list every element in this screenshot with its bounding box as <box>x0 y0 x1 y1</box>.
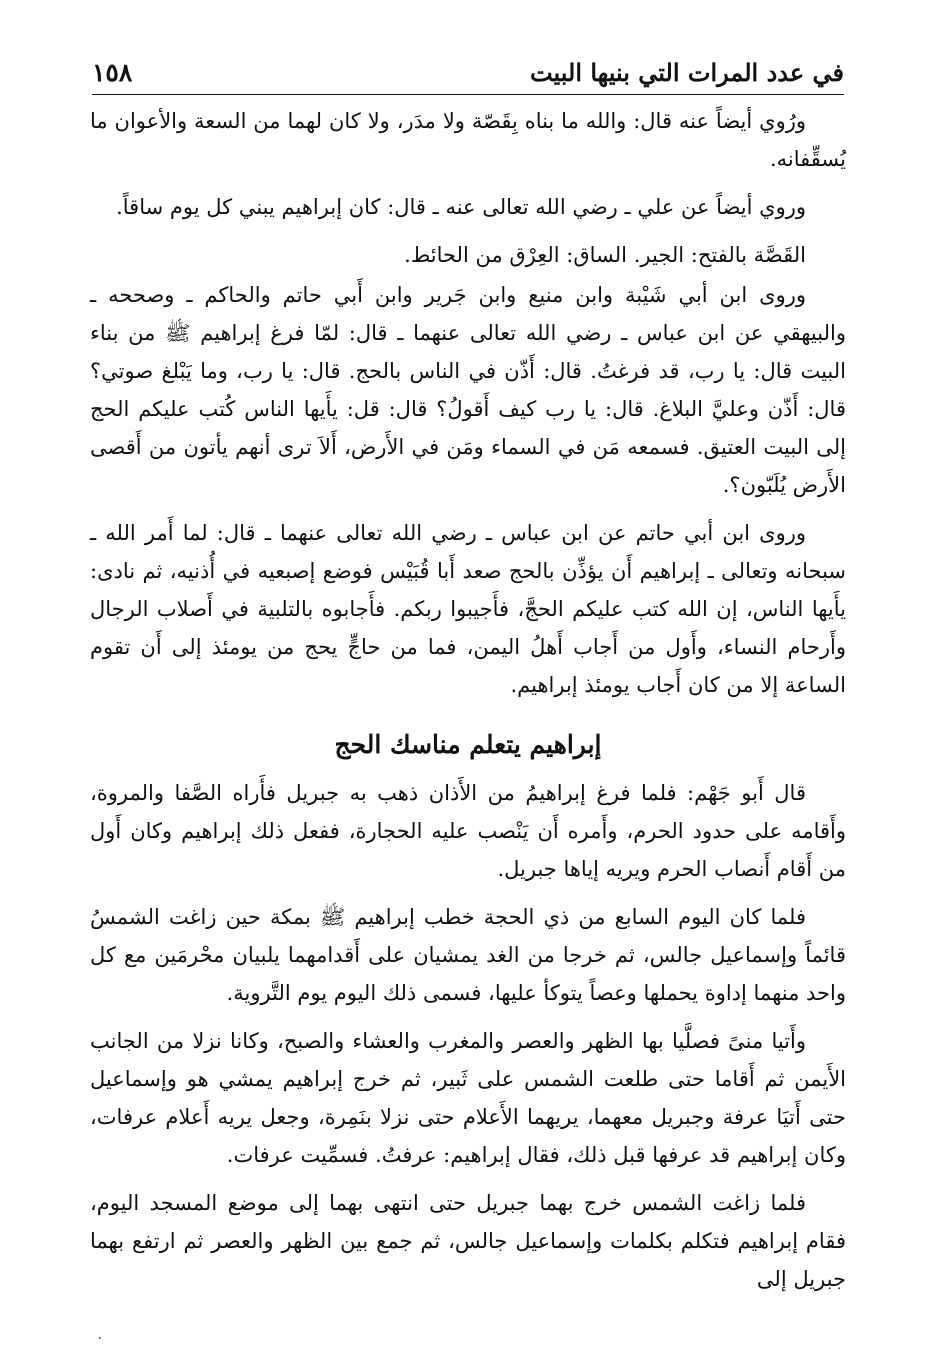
page-header <box>92 56 844 95</box>
paragraph: وأَتيا منىً فصلَّيا بها الظهر والعصر والمغرب والعشاء والصبح، وكانا نزلا من الجانب الأَيمن ثم أَقاما حتى طلعت الشمس على ثَبير، ثم خرج إبراهيم يمشي هو وإسماعيل حتى أَتيَا عرفة وجبريل معهما، يريهما الأَعلام حتى نزلا بنَمِرة، وجعل يريه أَعلام عرفات، وكان إبراهيم قد عرفها قبل ذلك، فقال إبراهيم: عرفتُ. فسمِّيت عرفات. <box>90 1029 846 1167</box>
paragraph: وروي أيضاً عن علي ـ رضي الله تعالى عنه ـ قال: كان إبراهيم يبني كل يوم ساقاً. <box>116 195 806 219</box>
body-text <box>90 102 846 1308</box>
paragraph: فلما زاغت الشمس خرج بهما جبريل حتى انتهى بهما إلى موضع المسجد اليوم، فقام إبراهيم فتكلم بكلمات وإسماعيل جالس، ثم جمع بين الظهر والعصر ثم ارتفع بهما جبريل إلى <box>90 1191 846 1291</box>
paragraph: فلما كان اليوم السابع من ذي الحجة خطب إبراهيم ﷺ بمكة حين زاغت الشمسُ قائماً وإسماعيل جالس، ثم خرجا من الغد يمشيان على أَقدامهما يلبيان محْرمَين مع كل واحد منهما إداوة يحملها وعصاً يتوكأ عليها، فسمى ذلك اليوم يوم التَّروية. <box>90 905 846 1005</box>
paragraph: القَصَّة بالفتح: الجير. الساق: العِرْق من الحائط. <box>404 243 806 267</box>
section-heading: إبراهيم يتعلم مناسك الحج <box>334 730 602 759</box>
paragraph: قال أَبو جَهْم: فلما فرغ إبراهيمُ من الأَذان ذهب به جبريل فأَراه الصَّفا والمروة، وأَقامه على حدود الحرم، وأَمره أَن يَنْصب عليه الحجارة، ففعل ذلك إبراهيم وكان أَول من أَقام أَنصاب الحرم ويريه إياها جبريل. <box>90 781 846 881</box>
running-title: في عدد المرات التي بنيها البيت <box>529 58 844 87</box>
paragraph: وروى ابن أبي شَيْبة وابن منيع وابن جَرير وابن أَبي حاتم والحاكم ـ وصححه ـ والبيهقي عن ابن عباس ـ رضي الله تعالى عنهما ـ قال: لمّا فرغ إبراهيم ﷺ من بناء البيت قال: يا رب، قد فرغتُ. قال: أَذّن في الناس بالحج. قال: يا رب، وما يَبْلغ صوتي؟ قال: أَذّن وعليَّ البلاغ. قال: يا رب كيف أَقولُ؟ قال: قل: يأَيها الناس كُتب عليكم الحج إلى البيت العتيق. فسمعه مَن في السماء ومَن في الأَرض، أَلاَ ترى أنهم يأتون من أَقصى الأَرض يُلَبّون؟. <box>90 283 846 497</box>
stray-mark: ٠ <box>96 1330 104 1346</box>
paragraph: وروى ابن أبي حاتم عن ابن عباس ـ رضي الله تعالى عنهما ـ قال: لما أَمر الله ـ سبحانه وتعالى ـ إبراهيم أَن يؤذِّن بالحج صعد أَبا قُبَيْس فوضع إصبعيه في أُذنيه، ثم نادى: يأَيها الناس، إن الله كتب عليكم الحجَّ، فأَجيبوا ربكم. فأَجابوه بالتلبية في أَصلاب الرجال وأَرحام النساء، وأَول من أَجاب أَهلُ اليمن، فما من حاجٍّ يحج من يومئذ إلى أَن تقوم الساعة إلا من كان أَجاب يومئذ إبراهيم. <box>90 521 846 697</box>
page-number: ١٥٨ <box>92 58 133 87</box>
paragraph: ورُوي أيضاً عنه قال: والله ما بناه بِقَصّة ولا مدَر، ولا كان لهما من السعة والأعوان ما يُسقِّفانه. <box>90 109 846 171</box>
